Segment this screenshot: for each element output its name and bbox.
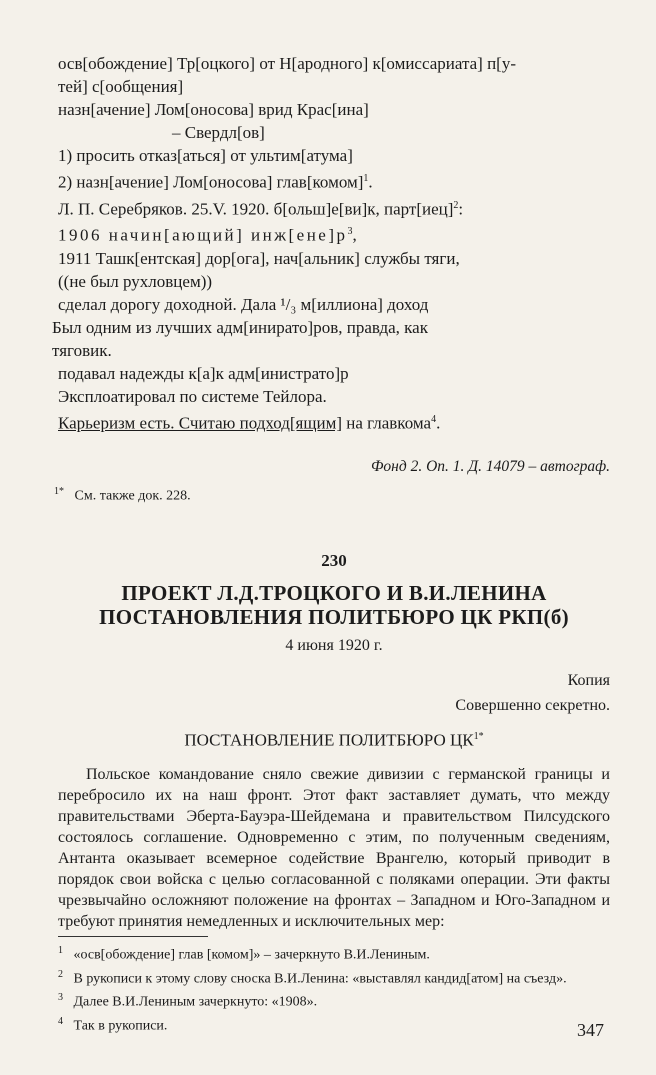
draft-line: тей] с[ообщения] <box>58 77 184 96</box>
draft-line: подавал надежды к[а]к адм[инистрато]р <box>58 363 349 383</box>
document-number: 230 <box>321 551 347 571</box>
stamp-secret: Совершенно секретно. <box>455 697 610 715</box>
draft-line: тяговик. <box>52 340 112 360</box>
draft-line: Эксплоатировал по системе Тейлора. <box>58 386 327 406</box>
draft-line: Л. П. Серебряков. 25.V. 1920. б[ольш]е[ви]к, парт[иец]$^2$: <box>58 199 464 219</box>
archive-source: Фонд 2. Оп. 1. Д. 14079 – автограф. <box>370 457 610 475</box>
draft-line: сделал дорогу доходной. Дала ¹/₃ м[иллиона] доход <box>58 294 429 314</box>
document-date: 4 июня 1920 г. <box>285 637 383 655</box>
draft-line: – Свердл[ов] <box>172 123 265 142</box>
draft-line: Был одним из лучших адм[инирато]ров, правда, как <box>52 317 428 337</box>
draft-line: 1) просить отказ[аться] от ультим[атума] <box>58 146 353 165</box>
document-title: ПРОЕКТ Л.Д.ТРОЦКОГО И В.И.ЛЕНИНА ПОСТАНОВЛЕНИЯ ПОЛИТБЮРО ЦК РКП(б) <box>99 581 569 630</box>
draft-line: Карьеризм есть. Считаю подход[ящим] на главкома$^4$. <box>58 413 441 433</box>
footnotes: $^1$ «осв[обождение] глав [комом]» – зачеркнуто В.И.Лениным. $^2$ В рукописи к этому слову сноска В.И.Ленина: «выставлял кандид[атом] на съезд». $^3$ Далее В.И.Лениным зачеркнуто: «1908». $^4$ Так в рукописи. <box>58 944 567 1034</box>
page-number: 347 <box>577 1020 604 1040</box>
draft-line: назн[ачение] Лом[оносова] врид Крас[ина] <box>58 100 369 119</box>
draft-line: 1906 начин[ающий] $инж[ене]р^3$, <box>58 225 357 245</box>
footnote-star: $^{1*}$ См. также док. 228. <box>54 485 191 504</box>
resolution-body: Польское командование сняло свежие дивизии с германской границы и перебросило их на наш фронт. Этот факт заставляет думать, что между правительствами Эберта-Бауэра-Шейдемана и правительством Пилсудского состоялось соглашение. Одновременно с этим, по полученным сведениям, Антанта оказывает всемерное содействие Врангелю, который приводит в порядок свои войска с целью согласованной с поляками операции. Эти факты чрезвычайно осложняют положение на фронтах – Западном и Юго-Западном и требуют принятия немедленных и исключительных мер: <box>58 765 610 930</box>
footnote-divider <box>58 936 208 937</box>
stamp-copy: Копия <box>567 672 610 690</box>
draft-line: осв[обождение] Тр[оцкого] от Н[ародного] к[омиссариата] п[у- <box>58 54 516 73</box>
draft-line: 1911 Ташк[ентская] дор[ога], нач[альник] службы тяги, <box>58 248 460 268</box>
resolution-heading: ПОСТАНОВЛЕНИЕ ПОЛИТБЮРО $ЦК^{1*}$ <box>184 730 484 750</box>
draft-line: 2) назн[ачение] Лом[оносова] глав[комом]$^1$. <box>58 172 373 192</box>
draft-line: ((не был рухловцем)) <box>58 271 213 291</box>
